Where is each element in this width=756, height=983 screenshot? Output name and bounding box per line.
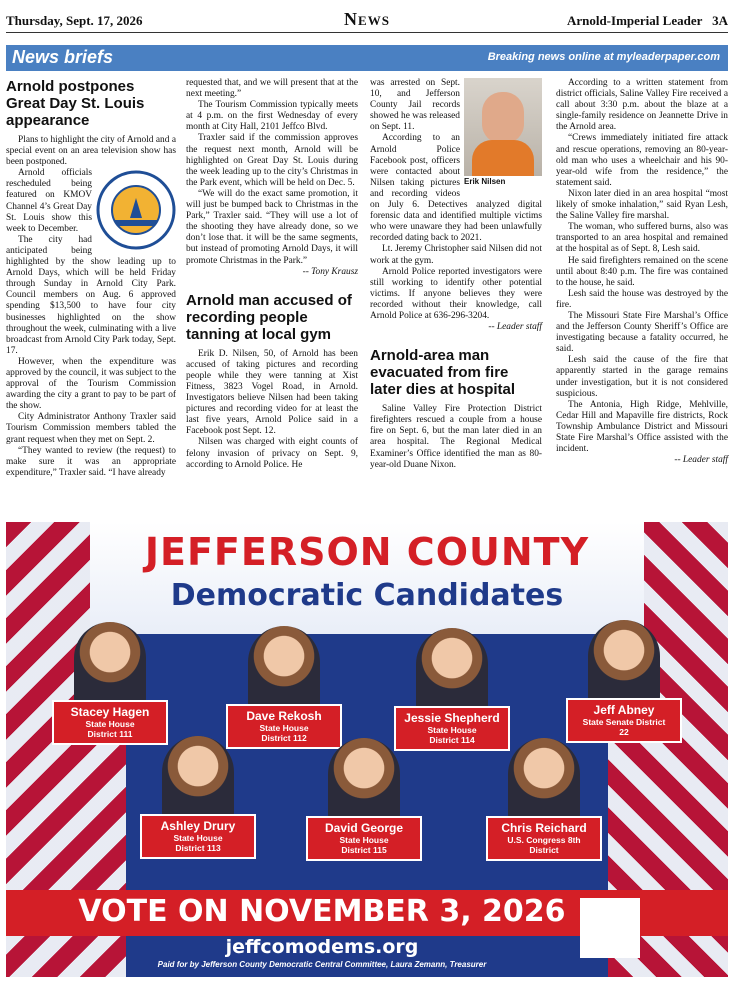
ad-title-banner [90, 522, 644, 634]
page-number: 3A [712, 13, 728, 28]
article-arnold-headline: Arnold postpones Great Day St. Louis appearance [6, 78, 145, 129]
section-name: News [344, 9, 390, 29]
candidate-photo [162, 736, 234, 822]
article-gym-headline: Arnold man accused of recording people tanning at local gym [186, 291, 352, 343]
ad-website: jeffcomodems.org [225, 936, 419, 958]
candidate-photo [416, 628, 488, 714]
column-2: requested that, and we will present that at the next meeting.” The Tourism Commission typically meets at 4 p.m. on the first Wednesday of every month at City Hall, 2101 Jeffco Blvd. Traxler said if the commission approves the request next month, Arnold will be highlighted on Great Day St. Louis during the week leading up to the city’s Christmas in the Park event, which will be held on Dec. 5. “We will do the exact same promotion, it will just be bumped back to Christmas in the Park,” Traxler said. “They will use a lot of the shooting they have already done, so we don’t lose that. it will be the same segments, but instead of promoting Arnold Days, it will promote Christmas in the Park.” -- Tony Krausz Arnold man accused of recording people tanning at local gym Erik D. Nilsen, 50, of Arnold has been accused of taking pictures and recording people while they were tanning at Xist Fitness, 3823 Vogel Road, in Arnold. Investigators believe Nilsen had been taking pictures and recording video for at least the last five years, Arnold Police said in a Facebook post Sept. 12. Nilsen was charged with eight counts of felony invasion of privacy on Sept. 9, according to Arnold Police. He [186, 78, 358, 470]
paid-for-disclaimer: Paid for by Jefferson County Democratic Central Committee, Laura Zemann, Treasurer [157, 960, 487, 969]
byline-krausz: -- Tony Krausz [302, 266, 358, 277]
news-briefs-banner [6, 45, 728, 71]
article-fire-headline: Arnold-area man evacuated from fire later dies at hospital [370, 347, 516, 399]
issue-date: Thursday, Sept. 17, 2026 [6, 13, 143, 28]
column-4: According to a written statement from district officials, Saline Valley Fire received a call about 3:30 p.m. about the blaze at a single-family residence on Jeannette Drive in the Arnold area. “Crews immediately initiated fire attack and rescue operations, removing an 80-year-old man who uses a wheelchair and his 90-year-old wife from the residence,” the statement said. Nixon later died in an area hospital “most likely of smoke inhalation,” said Ryan Lesh, the Saline Valley fire marshal. The woman, who suffered burns, also was transported to an area hospital and remained at the hospital as of Sept. 8, Lesh said. He said firefighters remained on the scene until about 8:40 p.m. The fire was contained to the house, he said. Lesh said the house was destroyed by the fire. The Missouri State Fire Marshal’s Office and the Jefferson County Sheriff’s Office are investigating because a fatality occurred, he said. Lesh said the cause of the fire that apparently started in the garage remains under investigation, but it is not considered suspicious. The Antonia, High Ridge, Mehlville, Cedar Hill and Mapaville fire districts, Rock Township Ambulance District and Missouri State Fire Marshal’s Office assisted with the incident. -- Leader staff [556, 78, 728, 466]
candidate-photo [588, 620, 660, 706]
candidates-advertisement: JEFFERSON COUNTY Democratic Candidates Stacey Hagen State House District 111 Dave Rekosh State House District 112 Jessie Shepherd State House District 114 Jeff Abney State Senate District 22 Ashley Drury State House District 113 David George State House District 115 Chris Reichard U.S. Congress 8th District VOTE ON NOVEMBER 3, 2026 jeffcomodems.org Paid for by Jefferson County Democratic Central Committee, Laura Zemann, Treasurer [6, 522, 728, 977]
photo-caption: Erik Nilsen [464, 177, 506, 186]
ad-subtitle: Democratic Candidates [170, 578, 564, 613]
vote-date: VOTE ON NOVEMBER 3, 2026 [78, 894, 566, 929]
column-3: Erik Nilsen was arrested on Sept. 10, and Jefferson County Jail records showed he was released on Sept. 11. According to an Arnold Police Facebook post, officers were contacted about Nilsen taking pictures and recording videos on July 6. Detectives analyzed digital forensic data and identified multiple victims who were unaware they had been unlawfully recorded dating back to 2021. Lt. Jeremy Christopher said Nilsen did not work at the gym. Arnold Police reported investigators were still working to identify other potential victims. If anyone believes they were recorded without their knowledge, call Arnold Police at 636-296-3204. -- Leader staff Arnold-area man evacuated from fire later dies at hospital Saline Valley Fire Protection District firefighters rescued a couple from a house fire on Sept. 6, but the man later died in an area hospital. The Regional Medical Examiner’s Office identified the man as 80-year-old Duane Nixon. [370, 78, 542, 470]
ad-title: JEFFERSON COUNTY [144, 530, 590, 574]
briefs-title: News briefs [12, 47, 114, 67]
column-1: Arnold postpones Great Day St. Louis appearance Plans to highlight the city of Arnold and a special event on an area television show has been postponed. Arnold officials rescheduled being featured on KMOV Channel 4’s Great Day St. Louis show this week to December. The city had anticipated being highlighted by the show leading up to Arnold Days, which will be held Friday through Sunday in Arnold City Park. Council members on Aug. 6 approved spending $13,500 to have four city businesses highlighted on the show throughout the week, culminating with a live broadcast from Arnold City Park today, Sept. 17. However, when the expenditure was approved by the council, it was subject to the approval of the Tourism Commission awarding the city a grant to pay to be part of the show. City Administrator Anthony Traxler said Tourism Commission members tabled the grant request when they met on Sept. 2. “They wanted to review (the request) to make sure it was an appropriate expenditure,” Traxler said. “I have already [6, 78, 176, 478]
masthead [6, 8, 728, 33]
paper-name-page: Arnold-Imperial Leader 3A [566, 13, 728, 28]
mugshot-image [464, 78, 542, 176]
byline-staff-1: -- Leader staff [488, 322, 542, 333]
city-of-arnold-seal [96, 170, 176, 250]
candidate-photo [74, 622, 146, 708]
candidate-photo [248, 626, 320, 712]
nilsen-photo [464, 78, 542, 188]
byline-staff-2: -- Leader staff [674, 455, 728, 466]
briefs-slogan: Breaking news online at myleaderpaper.com [487, 51, 720, 63]
candidate-photo [328, 738, 400, 824]
candidate-photo [508, 738, 580, 824]
